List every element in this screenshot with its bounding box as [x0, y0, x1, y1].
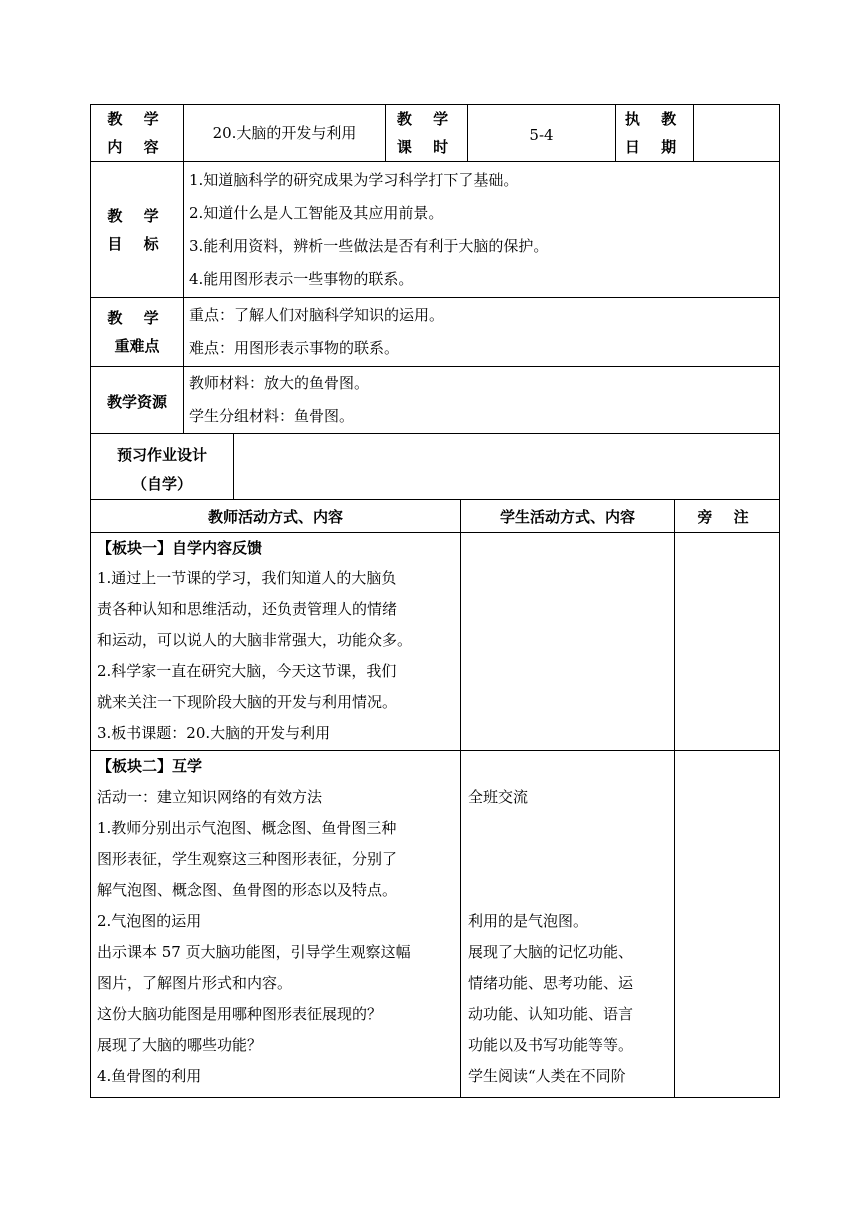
resource-item: 学生分组材料：鱼骨图。 — [189, 407, 355, 425]
student-line: 功能以及书写功能等等。 — [468, 1036, 634, 1054]
goal-item: 4.能用图形表示一些事物的联系。 — [189, 270, 414, 288]
column-header-teacher: 教师活动方式、内容 — [207, 508, 343, 526]
block-line: 出示课本 57 页大脑功能图，引导学生观察这幅 — [97, 943, 411, 961]
key-point-item: 难点：用图形表示事物的联系。 — [189, 339, 400, 357]
block-line: 责各种认知和思维活动，还负责管理人的情绪 — [97, 600, 398, 618]
block-line: 和运动，可以说人的大脑非常强大，功能众多。 — [97, 631, 413, 649]
student-line: 展现了大脑的记忆功能、 — [468, 943, 634, 961]
table-border — [183, 104, 184, 434]
table-border — [233, 433, 234, 500]
block-line: 展现了大脑的哪些功能？ — [97, 1036, 263, 1054]
block-line: 2.气泡图的运用 — [97, 912, 202, 930]
label-teaching-resources: 教学资源 — [106, 393, 167, 411]
table-border — [90, 750, 780, 751]
block-line: 1.通过上一节课的学习，我们知道人的大脑负 — [97, 569, 397, 587]
lesson-title: 20.大脑的开发与利用 — [212, 124, 357, 142]
table-border — [90, 297, 780, 298]
table-border — [90, 499, 780, 500]
student-line: 全班交流 — [468, 788, 529, 806]
period-value: 5-4 — [529, 126, 554, 144]
goal-item: 2.知道什么是人工智能及其应用前景。 — [189, 204, 444, 222]
student-line: 学生阅读“人类在不同阶 — [468, 1067, 626, 1085]
student-line: 动功能、认知功能、语言 — [468, 1005, 634, 1023]
table-border — [693, 104, 694, 162]
label-teaching-date: 日 期 — [624, 138, 685, 156]
table-border — [460, 499, 461, 1098]
table-border — [674, 499, 675, 1098]
student-line: 利用的是气泡图。 — [468, 912, 589, 930]
block-line: 活动一：建立知识网络的有效方法 — [97, 788, 323, 806]
label-preview-homework: （自学） — [131, 475, 192, 493]
block-line: 3.板书课题：20.大脑的开发与利用 — [97, 724, 331, 742]
table-border — [90, 1097, 780, 1098]
table-border — [90, 366, 780, 367]
table-border — [90, 433, 780, 434]
block-line: 就来关注一下现阶段大脑的开发与利用情况。 — [97, 693, 398, 711]
label-teaching-goals: 教 学 — [107, 207, 167, 225]
goal-item: 1.知道脑科学的研究成果为学习科学打下了基础。 — [189, 171, 519, 189]
label-teaching-content: 内 容 — [107, 138, 167, 156]
label-key-points: 教 学 — [107, 309, 167, 327]
block-line: 1.教师分别出示气泡图、概念图、鱼骨图三种 — [97, 819, 397, 837]
block-title: 【板块一】自学内容反馈 — [97, 539, 263, 557]
block-line: 这份大脑功能图是用哪种图形表征展现的？ — [97, 1005, 383, 1023]
label-class-period: 课 时 — [396, 138, 457, 156]
table-border — [779, 104, 780, 1098]
block-line: 图形表征，学生观察这三种图形表征，分别了 — [97, 850, 398, 868]
label-key-points: 重难点 — [114, 337, 160, 355]
block-line: 4.鱼骨图的利用 — [97, 1067, 202, 1085]
label-preview-homework: 预习作业设计 — [116, 446, 207, 464]
label-teaching-date: 执 教 — [624, 110, 685, 128]
student-line: 情绪功能、思考功能、运 — [468, 974, 634, 992]
key-point-item: 重点：了解人们对脑科学知识的运用。 — [189, 306, 445, 324]
label-class-period: 教 学 — [396, 110, 457, 128]
label-teaching-content: 教 学 — [107, 110, 167, 128]
block-line: 2.科学家一直在研究大脑，今天这节课，我们 — [97, 662, 397, 680]
block-line: 图片，了解图片形式和内容。 — [97, 974, 293, 992]
column-header-student: 学生活动方式、内容 — [499, 508, 635, 526]
resource-item: 教师材料：放大的鱼骨图。 — [189, 374, 370, 392]
block-title: 【板块二】互学 — [97, 757, 203, 775]
column-header-notes: 旁 注 — [697, 508, 757, 526]
table-border — [90, 532, 780, 533]
table-border — [90, 104, 780, 105]
goal-item: 3.能利用资料，辨析一些做法是否有利于大脑的保护。 — [189, 237, 549, 255]
label-teaching-goals: 目 标 — [107, 235, 167, 253]
block-line: 解气泡图、概念图、鱼骨图的形态以及特点。 — [97, 881, 398, 899]
table-border — [90, 161, 780, 162]
